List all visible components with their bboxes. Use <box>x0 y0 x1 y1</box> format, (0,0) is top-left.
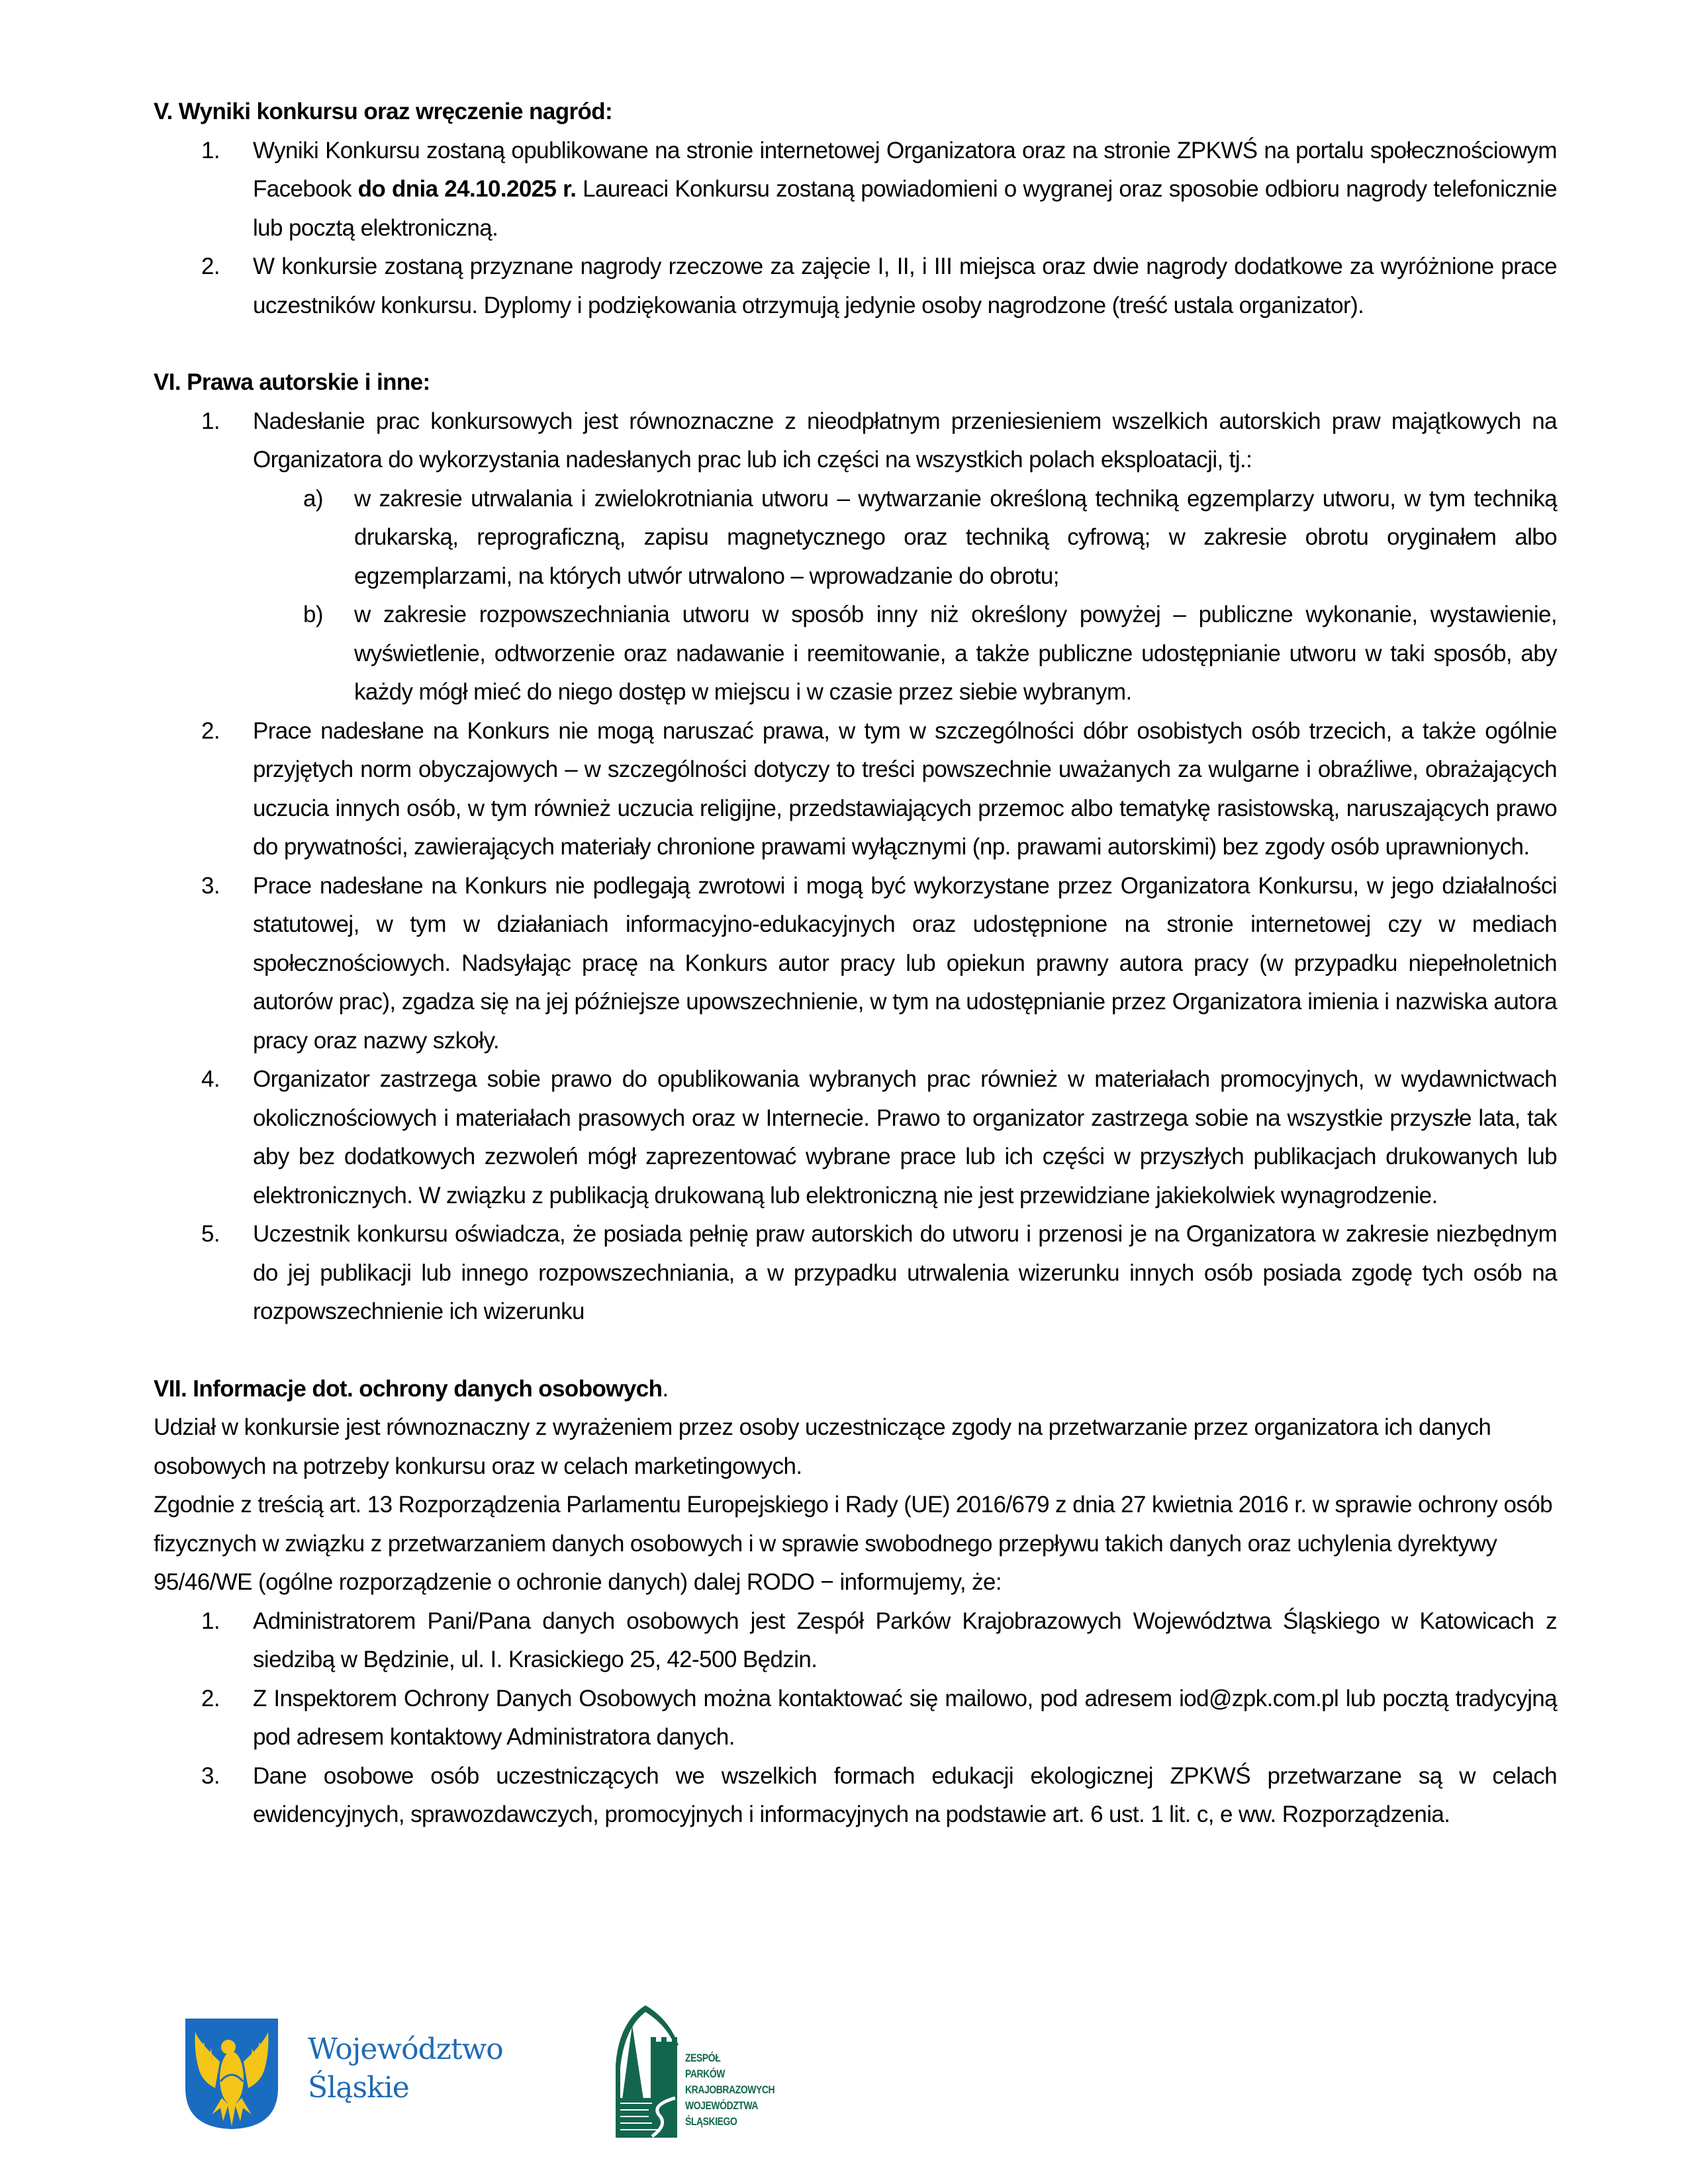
numbered-list <box>154 1602 1557 1835</box>
numbered-list <box>154 132 1557 326</box>
list-item-text: Nadesłanie prac konkursowych jest równoznaczne z nieodpłatnym przeniesieniem wszelkich autorskich praw majątkowych na Organizatora do wykorzystania nadesłanych prac lub ich części na wszystkich polach eksploatacji, tj.: <box>253 408 1557 473</box>
list-marker: 1. <box>201 408 220 434</box>
logo-slaskie-text <box>308 2030 503 2107</box>
section-copyright <box>154 363 1557 1332</box>
list-item <box>154 248 1557 325</box>
list-item <box>154 132 1557 248</box>
section-data-protection <box>154 1370 1557 1835</box>
section-results-awards <box>154 93 1557 325</box>
list-item-text <box>253 138 1557 241</box>
logo-wojewodztwo-slaskie <box>169 2012 506 2144</box>
list-marker: 2. <box>201 717 220 744</box>
list-marker: 1. <box>201 137 220 163</box>
list-item <box>154 1602 1557 1680</box>
list-marker: 3. <box>201 872 220 899</box>
list-item-text: Uczestnik konkursu oświadcza, że posiada pełnię praw autorskich do utworu i przenosi je na Organizatora w zakresie niezbędnym do jej publikacji lub innego rozpowszechniania, a w przypadku utrwalenia wizerunku innych osób posiada zgodę tych osób na rozpowszechnienie ich wizerunku <box>253 1221 1557 1324</box>
footer-logos <box>169 2012 831 2144</box>
logo-zpkws <box>599 1999 791 2151</box>
sub-list-item-text: w zakresie rozpowszechniania utworu w sposób inny niż określony powyżej – publiczne wykonanie, wystawienie, wyświetlenie, odtworzenie oraz nadawanie i reemitowanie, a także publiczne udostępnianie utworu w taki sposób, aby każdy mógł mieć do niego dostęp w miejscu i w czasie przez siebie wybranym. <box>354 602 1557 705</box>
castle-tree-river-icon <box>612 2005 682 2138</box>
logo-zpk-line: ŚLĄSKIEGO <box>685 2115 737 2128</box>
logo-zpk-line: PARKÓW <box>685 2068 726 2080</box>
list-item <box>154 1060 1557 1215</box>
list-item-text: Dane osobowe osób uczestniczących we wszelkich formach edukacji ekologicznej ZPKWŚ przetwarzane są w celach ewidencyjnych, sprawozdawczych, promocyjnych i informacyjnych na podstawie art. 6 ust. 1 lit. c, e ww. Rozporządzenia. <box>253 1762 1557 1827</box>
numbered-list <box>154 712 1557 1332</box>
gdpr-paragraph: Zgodnie z treścią art. 13 Rozporządzenia Parlamentu Europejskiego i Rady (UE) 2016/679 z dnia 27 kwietnia 2016 r. w sprawie ochrony osób fizycznych w związku z przetwarzaniem danych osobowych i w sprawie swobodnego przepływu takich danych oraz uchylenia dyrektywy 95/46/WE (ogólne rozporządzenie o ochronie danych) dalej RODO − informujemy, że: <box>154 1492 1552 1595</box>
list-item <box>154 1215 1557 1332</box>
list-marker: 5. <box>201 1221 220 1247</box>
text-run: Laureaci Konkursu zostaną powiadomieni o wygranej oraz sposobie odbioru nagrody telefonicznie lub pocztą elektroniczną. <box>253 176 1557 241</box>
list-marker: 1. <box>201 1608 220 1634</box>
sub-list-item <box>154 480 1557 596</box>
list-item <box>154 402 1557 480</box>
list-marker: 2. <box>201 253 220 279</box>
logo-slaskie-line1: Województwo <box>308 2032 503 2066</box>
section-title <box>154 1370 1557 1409</box>
list-item-text: W konkursie zostaną przyznane nagrody rzeczowe za zajęcie I, II, i III miejsca oraz dwie nagrody dodatkowe za wyróżnione prace uczestników konkursu. Dyplomy i podziękowania otrzymują jedynie osoby nagrodzone (treść ustala organizator). <box>253 253 1557 318</box>
list-item <box>154 712 1557 867</box>
list-item <box>154 1757 1557 1835</box>
logo-zpk-line: ZESPÓŁ <box>685 2052 721 2064</box>
section-title-text: VII. Informacje dot. ochrony danych osobowych <box>154 1375 663 1402</box>
list-item-text: Prace nadesłane na Konkurs nie mogą naruszać prawa, w tym w szczególności dóbr osobistych osób trzecich, a także ogólnie przyjętych norm obyczajowych – w szczególności dotyczy to treści powszechnie uważanych za wulgarne i obraźliwe, obrażających uczucia innych osób, w tym również uczucia religijne, przedstawiających przemoc albo tematykę rasistowską, naruszających prawo do prywatności, zawierających materiały chronione prawami wyłącznymi (np. prawami autorskimi) bez zgody osób uprawnionych. <box>253 717 1557 860</box>
list-item <box>154 867 1557 1061</box>
list-item-text: Prace nadesłane na Konkurs nie podlegają zwrotowi i mogą być wykorzystane przez Organizatora Konkursu, w jego działalności statutowej, w tym w działaniach informacyjno-edukacyjnych oraz udostępnione na stronie internetowej czy w mediach społecznościowych. Nadsyłając pracę na Konkurs autor pracy lub opiekun prawny autora pracy (w przypadku niepełnoletnich autorów prac), zgadza się na jej późniejsze upowszechnienie, w tym na udostępnianie przez Organizatora imienia i nazwiska autora pracy oraz nazwy szkoły. <box>253 872 1557 1054</box>
list-marker: b) <box>303 602 323 627</box>
list-marker: 4. <box>201 1066 220 1092</box>
results-deadline: do dnia 24.10.2025 r. <box>357 176 577 202</box>
document-page <box>154 93 1557 1873</box>
eagle-coat-of-arms-icon <box>182 2015 281 2131</box>
logo-slaskie-line2: Śląskie <box>308 2071 409 2105</box>
list-item-text: Administratorem Pani/Pana danych osobowych jest Zespół Parków Krajobrazowych Województwa Śląskiego w Katowicach z siedzibą w Będzinie, ul. I. Krasickiego 25, 42-500 Będzin. <box>253 1608 1557 1672</box>
list-marker: 2. <box>201 1685 220 1711</box>
numbered-list <box>154 402 1557 480</box>
section-title: VI. Prawa autorskie i inne: <box>154 369 430 395</box>
text-run: Wyniki Konkursu zostaną opublikowane na stronie internetowej Organizatora oraz na stronie ZPKWŚ na portalu społecznościowym Facebook <box>253 137 1557 202</box>
list-item-text: Organizator zastrzega sobie prawo do opublikowania wybranych prac również w materiałach promocyjnych, w wydawnictwach okolicznościowych i materiałach prasowych oraz w Internecie. Prawo to organizator zastrzega sobie na wszystkie przyszłe lata, tak aby bez dodatkowych zezwoleń mógł zaprezentować wybrane prace lub ich części w przyszłych publikacjach drukowanych lub elektronicznych. W związku z publikacją drukowaną lub elektroniczną nie jest przewidziane jakiekolwiek wynagrodzenie. <box>253 1066 1557 1208</box>
list-marker: 3. <box>201 1762 220 1789</box>
sub-list-item <box>154 596 1557 712</box>
consent-paragraph: Udział w konkursie jest równoznaczny z wyrażeniem przez osoby uczestniczące zgody na przetwarzanie przez organizatora ich danych osobowych na potrzeby konkursu oraz w celach marketingowych. <box>154 1414 1491 1479</box>
lettered-list <box>154 480 1557 712</box>
logo-zpk-line: WOJEWÓDZTWA <box>685 2099 759 2112</box>
section-title-suffix: . <box>662 1375 669 1402</box>
logo-zpk-text <box>685 2050 774 2130</box>
list-item-text: Z Inspektorem Ochrony Danych Osobowych można kontaktować się mailowo, pod adresem iod@zpk.com.pl lub pocztą tradycyjną pod adresem kontaktowy Administratora danych. <box>253 1685 1557 1750</box>
list-item <box>154 1680 1557 1757</box>
sub-list-item-text: w zakresie utrwalania i zwielokrotniania utworu – wytwarzanie określoną techniką egzemplarzy utworu, w tym techniką drukarską, reprograficzną, zapisu magnetycznego oraz techniką cyfrową; w zakresie obrotu oryginałem albo egzemplarzami, na których utwór utrwalono – wprowadzanie do obrotu; <box>354 485 1557 589</box>
section-title: V. Wyniki konkursu oraz wręczenie nagród: <box>154 99 613 124</box>
logo-zpk-line: KRAJOBRAZOWYCH <box>685 2083 775 2096</box>
list-marker: a) <box>303 485 323 512</box>
